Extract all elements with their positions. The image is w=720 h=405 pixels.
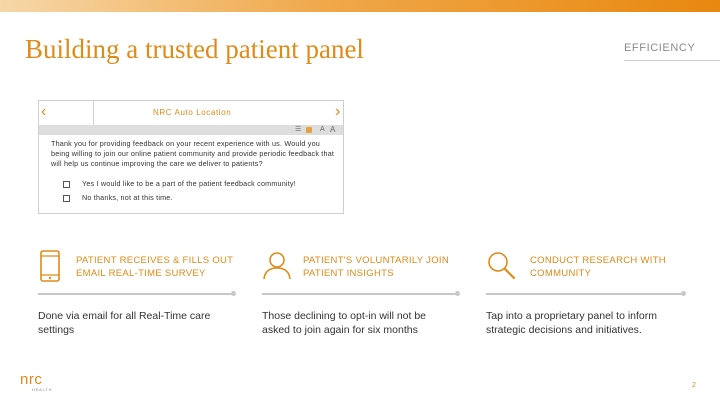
survey-option-no[interactable] [63, 193, 173, 202]
option-label: No thanks, not at this time. [82, 193, 173, 202]
checkbox-icon[interactable] [63, 195, 70, 202]
step-description: Done via email for all Real-Time care settings [38, 310, 211, 336]
step-description: Tap into a proprietary panel to inform strategic decisions and initiatives. [486, 310, 658, 336]
step-heading: PATIENT RECEIVES & FILLS OUT EMAIL REAL-TIME SURVEY [76, 255, 234, 279]
page-number: 2 [692, 382, 696, 389]
section-divider [624, 60, 720, 61]
step-divider-dot [455, 291, 460, 296]
magnifier-icon [486, 250, 516, 280]
step-description: Those declining to opt-in will not be asked to join again for six months [262, 310, 427, 336]
step-heading: PATIENT'S VOLUNTARILY JOIN PATIENT INSIGHTS [303, 255, 449, 279]
chevron-right-icon[interactable]: › [335, 103, 341, 120]
top-accent-bar [0, 0, 720, 12]
nrc-logo [20, 372, 52, 392]
location-label: NRC Auto Location [153, 108, 232, 117]
survey-card [38, 100, 344, 214]
highlight-icon[interactable] [306, 127, 312, 133]
section-label: EFFICIENCY [624, 42, 696, 54]
chevron-left-icon[interactable]: ‹ [41, 103, 47, 120]
survey-message: Thank you for providing feedback on your recent experience with us. Would you being willing to join our online patient community and provide periodic feedback that will help us continue improving the care we deliver to patients? [51, 139, 335, 168]
survey-option-yes[interactable] [63, 179, 296, 188]
logo-subtext: HEALTH [32, 387, 53, 392]
menu-icon[interactable]: ☰ [295, 126, 302, 133]
text-size-small-icon[interactable]: A [320, 126, 325, 133]
step-divider [486, 293, 684, 295]
step-divider-dot [231, 291, 236, 296]
survey-toolbar [39, 125, 343, 135]
checkbox-icon[interactable] [63, 181, 70, 188]
option-label: Yes I would like to be a part of the patient feedback community! [82, 179, 296, 188]
slide-title: Building a trusted patient panel [25, 34, 364, 64]
header-divider [93, 101, 94, 125]
step-divider [38, 293, 234, 295]
mobile-phone-icon [38, 250, 62, 282]
logo-wordmark: nrc [20, 371, 43, 388]
text-size-large-icon[interactable]: A [330, 125, 336, 134]
survey-header [39, 101, 343, 125]
step-divider-dot [681, 291, 686, 296]
person-icon [262, 250, 292, 280]
step-heading: CONDUCT RESEARCH WITH COMMUNITY [530, 255, 666, 279]
step-divider [262, 293, 458, 295]
